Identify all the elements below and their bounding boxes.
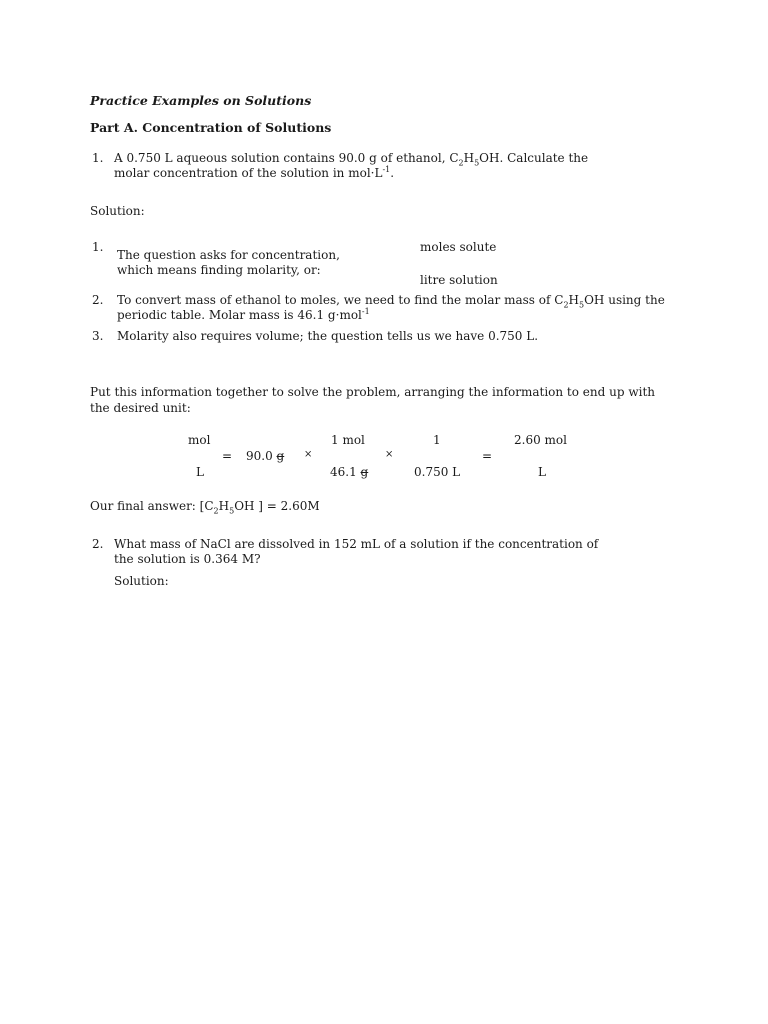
question-1-line-2: molar concentration of the solution in $mol\cdot L^{-1}$. [114, 165, 395, 180]
final-answer: Our final answer: [$C_2H_5OH$ ] = 2.60M [90, 499, 320, 516]
step-number: 1. [92, 240, 104, 254]
eq-times: × [304, 449, 313, 460]
step-1-text-line-2: which means finding molarity, or: [117, 263, 321, 277]
fraction-denominator: litre solution [420, 273, 498, 287]
eq-result-numerator: 2.60 mol [514, 433, 567, 447]
instruction-line-1: Put this information together to solve the problem, arranging the information to end up with [90, 385, 656, 399]
eq-factor1-denominator: 46.1 g [330, 465, 369, 479]
section-heading: Part A. Concentration of Solutions [90, 120, 332, 135]
fraction-numerator: moles solute [420, 240, 497, 254]
step-number: 3. [92, 329, 104, 343]
question-1-line-1: A 0.750 L aqueous solution contains 90.0 g of ethanol, $C_2H_5OH$. Calculate the [114, 151, 589, 168]
eq-mass: 90.0 g [246, 449, 285, 463]
eq-equals: = [222, 449, 233, 463]
page-title: Practice Examples on Solutions [90, 93, 312, 108]
eq-lhs-numerator: mol [188, 433, 211, 447]
step-number: 2. [92, 293, 104, 307]
eq-factor2-denominator: 0.750 L [414, 465, 461, 479]
eq-factor1-numerator: 1 mol [331, 433, 365, 447]
question-number: 2. [92, 537, 104, 551]
question-2-line-1: What mass of NaCl are dissolved in 152 mL of a solution if the concentration of [114, 537, 599, 551]
eq-times: × [385, 449, 394, 460]
step-2-line-1: To convert mass of ethanol to moles, we need to find the molar mass of $C_2H_5OH$ using the [117, 293, 665, 310]
solution-label: Solution: [90, 204, 145, 218]
question-2-line-2: the solution is 0.364 M? [114, 552, 261, 566]
step-2-line-2: periodic table. Molar mass is 46.1 g·mol$^{-1}$ [117, 307, 370, 322]
step-3-line: Molarity also requires volume; the question tells us we have 0.750 L. [117, 329, 539, 343]
question-number: 1. [92, 151, 104, 165]
eq-lhs-denominator: L [196, 465, 204, 479]
solution-label: Solution: [114, 574, 169, 588]
eq-equals: = [482, 449, 493, 463]
step-1-text-line-1: The question asks for concentration, [117, 248, 340, 262]
eq-result-denominator: L [538, 465, 546, 479]
eq-factor2-numerator: 1 [433, 433, 441, 447]
instruction-line-2: the desired unit: [90, 401, 191, 415]
